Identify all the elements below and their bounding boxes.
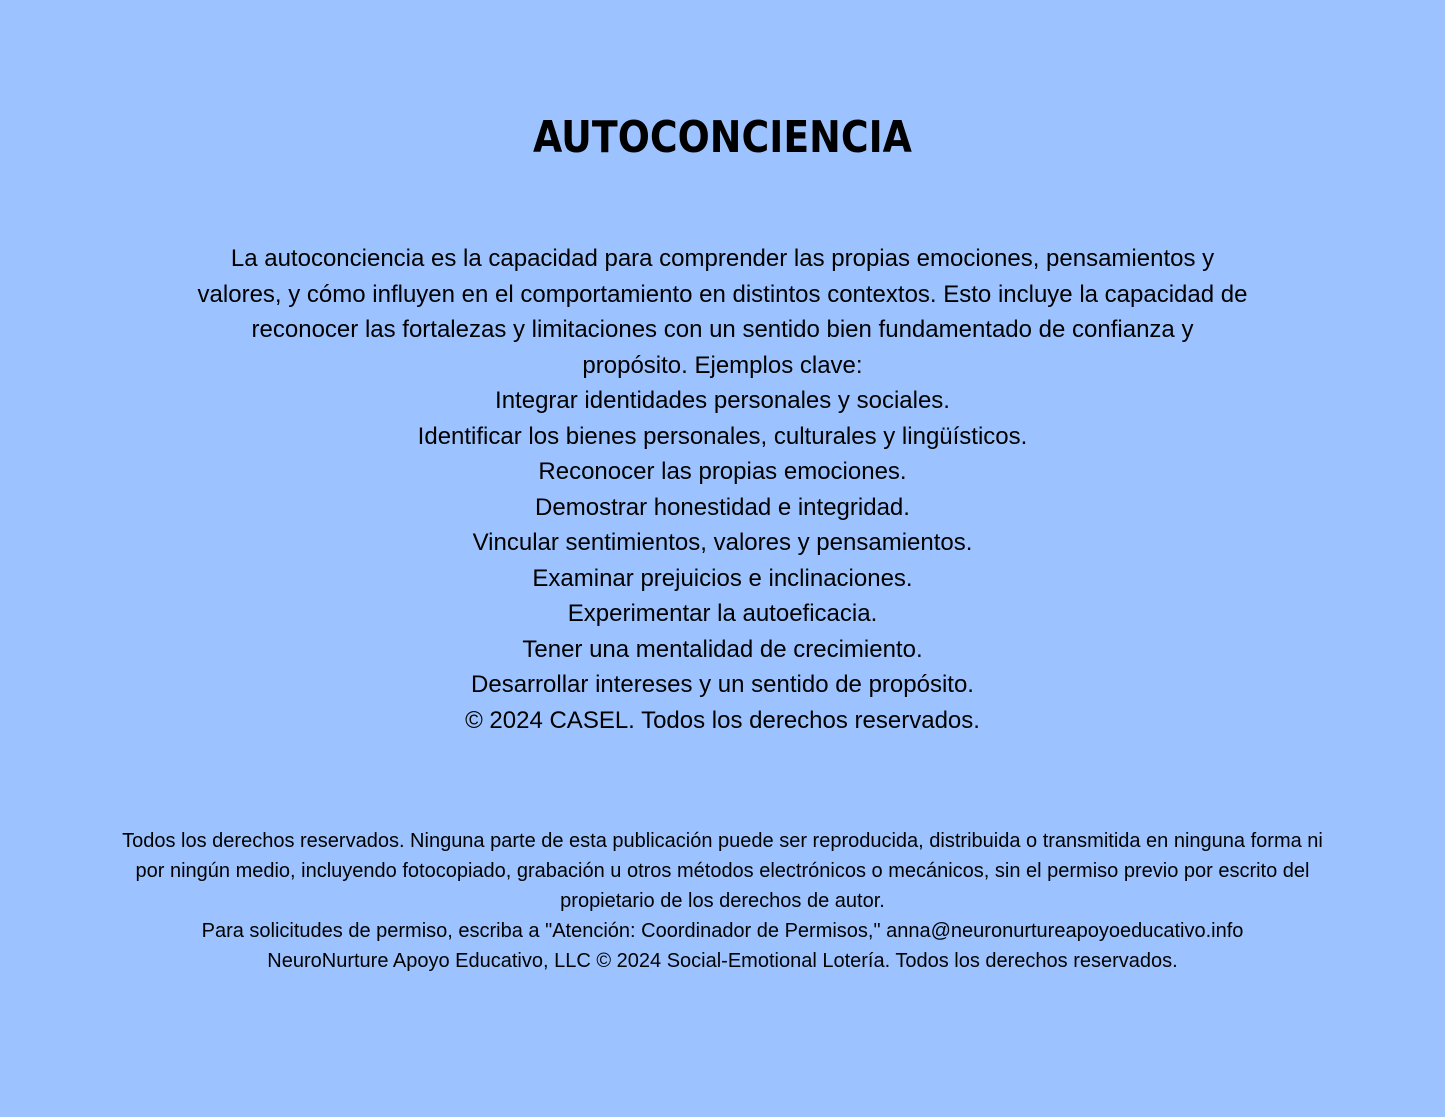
example-item: Examinar prejuicios e inclinaciones.: [532, 564, 913, 592]
page-title: AUTOCONCIENCIA: [533, 112, 912, 163]
permission-text: Para solicitudes de permiso, escriba a "Atención: Coordinador de Permisos,": [201, 920, 887, 942]
example-item: Vincular sentimientos, valores y pensamientos.: [472, 529, 973, 556]
intro-line: valores, y cómo influyen en el comportamiento en distintos contextos. Esto incluye la capacidad de: [197, 280, 1248, 308]
legal-notice: [60, 826, 1385, 976]
intro-line: propósito. Ejemplos clave:: [582, 351, 863, 379]
example-item: Reconocer las propias emociones.: [538, 458, 907, 485]
legal-line: propietario de los derechos de autor.: [560, 890, 885, 912]
casel-copyright: © 2024 CASEL. Todos los derechos reservados.: [465, 706, 980, 734]
intro-line: reconocer las fortalezas y limitaciones con un sentido bien fundamentado de confianza y: [251, 316, 1194, 343]
example-item: Desarrollar intereses y un sentido de propósito.: [471, 671, 974, 698]
permission-line: [60, 916, 1385, 946]
intro-line: La autoconciencia es la capacidad para comprender las propias emociones, pensamientos y: [230, 245, 1215, 272]
example-item: Experimentar la autoeficacia.: [567, 600, 878, 627]
legal-line: por ningún medio, incluyendo fotocopiado, grabación u otros métodos electrónicos o mecánicos, sin el permiso previo por escrito del: [135, 860, 1310, 882]
example-item: Tener una mentalidad de crecimiento.: [522, 635, 923, 663]
example-item: Identificar los bienes personales, culturales y lingüísticos.: [417, 422, 1028, 450]
description-block: [160, 241, 1285, 738]
footer-copyright: NeuroNurture Apoyo Educativo, LLC © 2024 Social-Emotional Lotería. Todos los derechos reservados.: [267, 950, 1178, 972]
legal-line: Todos los derechos reservados. Ninguna parte de esta publicación puede ser reproducida, distribuida o transmitida en ninguna forma ni: [122, 830, 1323, 852]
example-item: Demostrar honestidad e integridad.: [535, 493, 910, 521]
example-item: Integrar identidades personales y sociales.: [495, 387, 950, 414]
contact-email: anna@neuronurtureapoyoeducativo.info: [886, 920, 1244, 942]
